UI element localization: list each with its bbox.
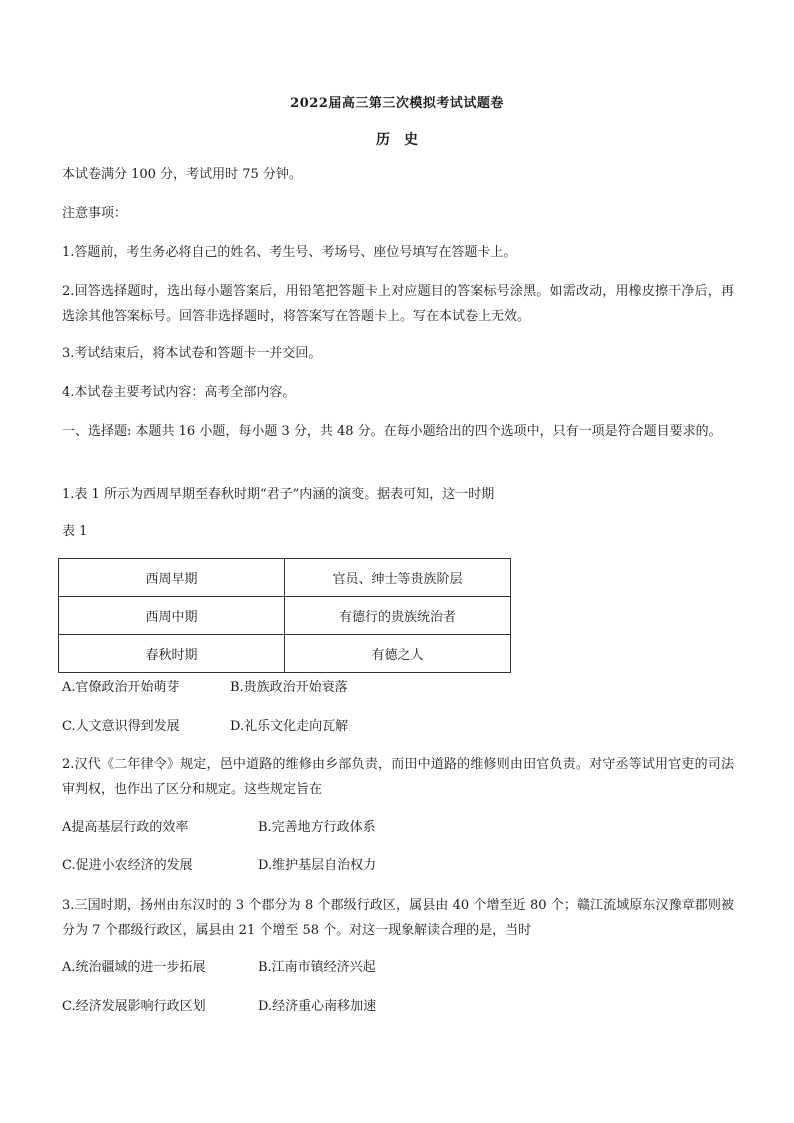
option-b: B.贵族政治开始衰落 [230,680,348,695]
table-row [59,559,511,597]
history-table [58,558,511,673]
table-cell: 官员、绅士等贵族阶层 [285,559,511,597]
question-stem: 1.表 1 所示为西周早期至春秋时期“君子”内涵的演变。据表可知，这一时期 [62,487,495,502]
option-b: B.完善地方行政体系 [258,820,376,835]
table-cell: 有德之人 [285,635,511,673]
notice-item: 3.考试结束后，将本试卷和答题卡一并交回。 [62,346,322,361]
option-a: A.官僚政治开始萌芽 [62,680,180,695]
notice-item: 2.回答选择题时，选出每小题答案后，用铅笔把答题卡上对应题目的答案标号涂黑。如需改动，用橡皮擦干净后，再选涂其他答案标号。回答非选择题时，将答案写在答题卡上。写在本试卷上无效。 [62,284,734,324]
exam-subject: 历史 [376,132,432,148]
option-d: D.礼乐文化走向瓦解 [230,719,349,734]
question-stem: 3.三国时期，扬州由东汉时的 3 个郡分为 8 个郡级行政区，属县由 40 个增至近 80 个；赣江流域原东汉豫章郡则被分为 7 个郡级行政区，属县由 21 个增至 58 个。对这一现象解读合理的是，当时 [62,898,734,938]
section-heading: 一、选择题: 本题共 16 小题，每小题 3 分，共 48 分。在每小题给出的四个选项中，只有一项是符合题目要求的。 [62,424,722,439]
option-c: C.促进小农经济的发展 [62,858,193,873]
notice-heading: 注意事项： [62,206,128,221]
option-c: C.人文意识得到发展 [62,719,180,734]
option-c: C.经济发展影响行政区划 [62,999,206,1014]
option-a: A提高基层行政的效率 [62,820,189,835]
table-row [59,635,511,673]
option-b: B.江南市镇经济兴起 [258,960,376,975]
notice-item: 1.答题前，考生务必将自己的姓名、考生号、考场号、座位号填写在答题卡上。 [62,245,517,260]
notice-item: 4.本试卷主要考试内容：高考全部内容。 [62,385,296,400]
score-note: 本试卷满分 100 分，考试用时 75 分钟。 [62,167,302,182]
table-cell: 有德行的贵族统治者 [285,597,511,635]
table-cell: 西周中期 [59,597,285,635]
question-stem: 2.汉代《二年律令》规定，邑中道路的维修由乡部负责，而田中道路的维修则由田官负责。对守丞等试用官吏的司法审判权，也作出了区分和规定。这些规定旨在 [62,757,734,797]
option-d: D.经济重心南移加速 [258,999,377,1014]
table-cell: 西周早期 [59,559,285,597]
table-caption: 表 1 [62,524,88,539]
table-row [59,597,511,635]
exam-title: 2022届高三第三次模拟考试试题卷 [290,96,504,111]
table-cell: 春秋时期 [59,635,285,673]
option-a: A.统治疆域的进一步拓展 [62,960,206,975]
option-d: D.维护基层自治权力 [258,858,377,873]
